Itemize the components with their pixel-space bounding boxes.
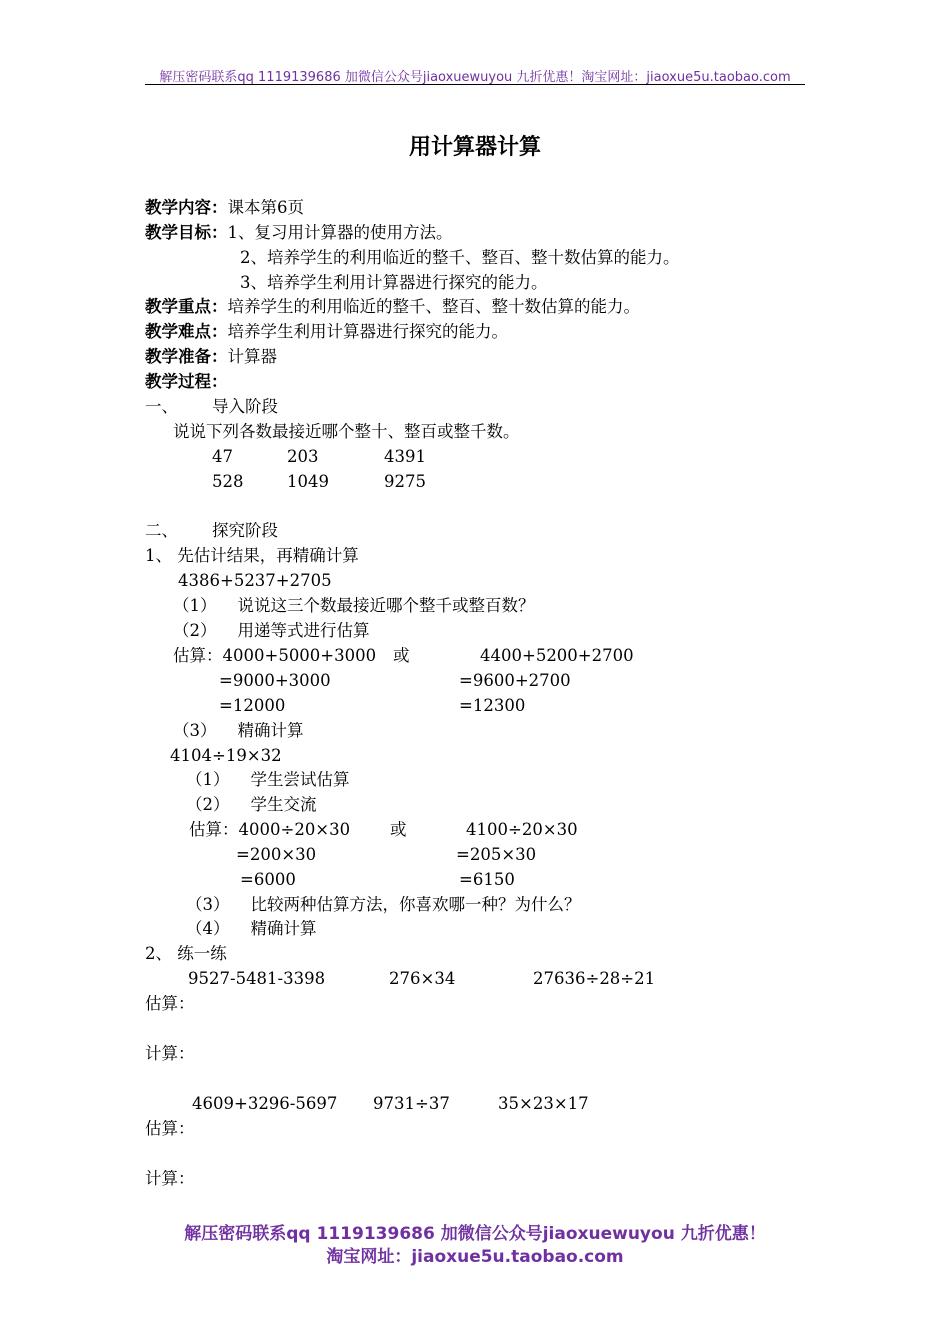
number-cell: 9275 xyxy=(384,472,426,491)
number-cell: 4391 xyxy=(384,447,426,466)
estimate-1-b-step: =9600+2700 xyxy=(459,671,571,690)
footer-line-1: 解压密码联系qq 1119139686 加微信公众号jiaoxuewuyou 九折优惠！ xyxy=(184,1224,766,1244)
step-2-1: （1） 学生尝试估算 xyxy=(186,770,350,789)
estimate-1-b-result: =12300 xyxy=(459,696,526,715)
goal-2: 2、培养学生的利用临近的整千、整百、整十数估算的能力。 xyxy=(240,248,680,267)
exercise: 27636÷28÷21 xyxy=(533,969,656,988)
estimate-2-b-step: =205×30 xyxy=(456,845,537,864)
exercise: 9527-5481-3398 xyxy=(188,969,326,988)
page-header: 解压密码联系qq 1119139686 加微信公众号jiaoxuewuyou 九折优惠！淘宝网址：jiaoxue5u.taobao.com xyxy=(159,70,791,85)
estimate-label: 估算： xyxy=(145,1119,195,1138)
process-label: 教学过程： xyxy=(145,372,228,391)
expression-1: 4386+5237+2705 xyxy=(178,571,332,590)
exercise: 4609+3296-5697 xyxy=(192,1094,338,1113)
step-2-3: （3） 比较两种估算方法，你喜欢哪一种？为什么？ xyxy=(186,895,581,914)
content-value: 课本第6页 xyxy=(227,198,304,217)
section1-prompt: 说说下列各数最接近哪个整十、整百或整千数。 xyxy=(173,422,520,441)
calc-label: 计算： xyxy=(145,1044,195,1063)
content-label: 教学内容： xyxy=(145,198,228,217)
section1-num: 一、 xyxy=(145,397,178,416)
goal-1: 1、复习用计算器的使用方法。 xyxy=(227,223,453,242)
calc-label: 计算： xyxy=(145,1169,195,1188)
prep-label: 教学准备： xyxy=(145,347,228,366)
estimate-1-a: 估算：4000+5000+3000 xyxy=(173,646,377,665)
estimate-2-a: 估算：4000÷20×30 xyxy=(189,820,351,839)
or-label: 或 xyxy=(390,820,407,839)
difficulty-label: 教学难点： xyxy=(145,322,228,341)
estimate-2-a-step: =200×30 xyxy=(236,845,317,864)
estimate-1-a-step: =9000+3000 xyxy=(219,671,331,690)
page-title: 用计算器计算 xyxy=(408,135,541,160)
step-1-1: （1） 说说这三个数最接近哪个整千或整百数？ xyxy=(173,596,535,615)
section1-heading: 导入阶段 xyxy=(212,397,278,416)
step-2-2: （2） 学生交流 xyxy=(186,795,317,814)
key-value: 培养学生的利用临近的整千、整百、整十数估算的能力。 xyxy=(227,297,640,316)
number-cell: 1049 xyxy=(287,472,329,491)
estimate-2-b-result: =6150 xyxy=(459,870,515,889)
goal-line xyxy=(145,222,453,244)
key-line xyxy=(145,296,640,318)
prep-line xyxy=(145,346,277,368)
step-1-2: （2） 用递等式进行估算 xyxy=(173,621,370,640)
header-rule xyxy=(145,84,805,85)
footer-line-2: 淘宝网址：jiaoxue5u.taobao.com xyxy=(326,1247,624,1267)
prep-value: 计算器 xyxy=(227,347,277,366)
section2-heading: 探究阶段 xyxy=(212,521,278,540)
goal-label: 教学目标： xyxy=(145,223,228,242)
number-cell: 47 xyxy=(212,447,233,466)
step-1-3: （3） 精确计算 xyxy=(173,721,304,740)
exercise: 276×34 xyxy=(389,969,456,988)
goal-3: 3、培养学生利用计算器进行探究的能力。 xyxy=(240,273,548,292)
difficulty-line xyxy=(145,321,508,343)
estimate-1-a-result: =12000 xyxy=(219,696,286,715)
item2-heading: 2、 练一练 xyxy=(145,944,227,963)
content-line xyxy=(145,197,304,219)
number-cell: 203 xyxy=(287,447,319,466)
estimate-2-a-result: =6000 xyxy=(240,870,296,889)
exercise: 35×23×17 xyxy=(498,1094,589,1113)
estimate-label: 估算： xyxy=(145,994,195,1013)
step-2-4: （4） 精确计算 xyxy=(186,919,317,938)
key-label: 教学重点： xyxy=(145,297,228,316)
exercise: 9731÷37 xyxy=(373,1094,450,1113)
difficulty-value: 培养学生利用计算器进行探究的能力。 xyxy=(227,322,508,341)
item1-heading: 1、 先估计结果，再精确计算 xyxy=(145,546,359,565)
number-cell: 528 xyxy=(212,472,244,491)
estimate-1-b: 4400+5200+2700 xyxy=(480,646,634,665)
estimate-2-b: 4100÷20×30 xyxy=(466,820,578,839)
or-label: 或 xyxy=(393,646,410,665)
expression-2: 4104÷19×32 xyxy=(170,746,282,765)
section2-num: 二、 xyxy=(145,521,178,540)
